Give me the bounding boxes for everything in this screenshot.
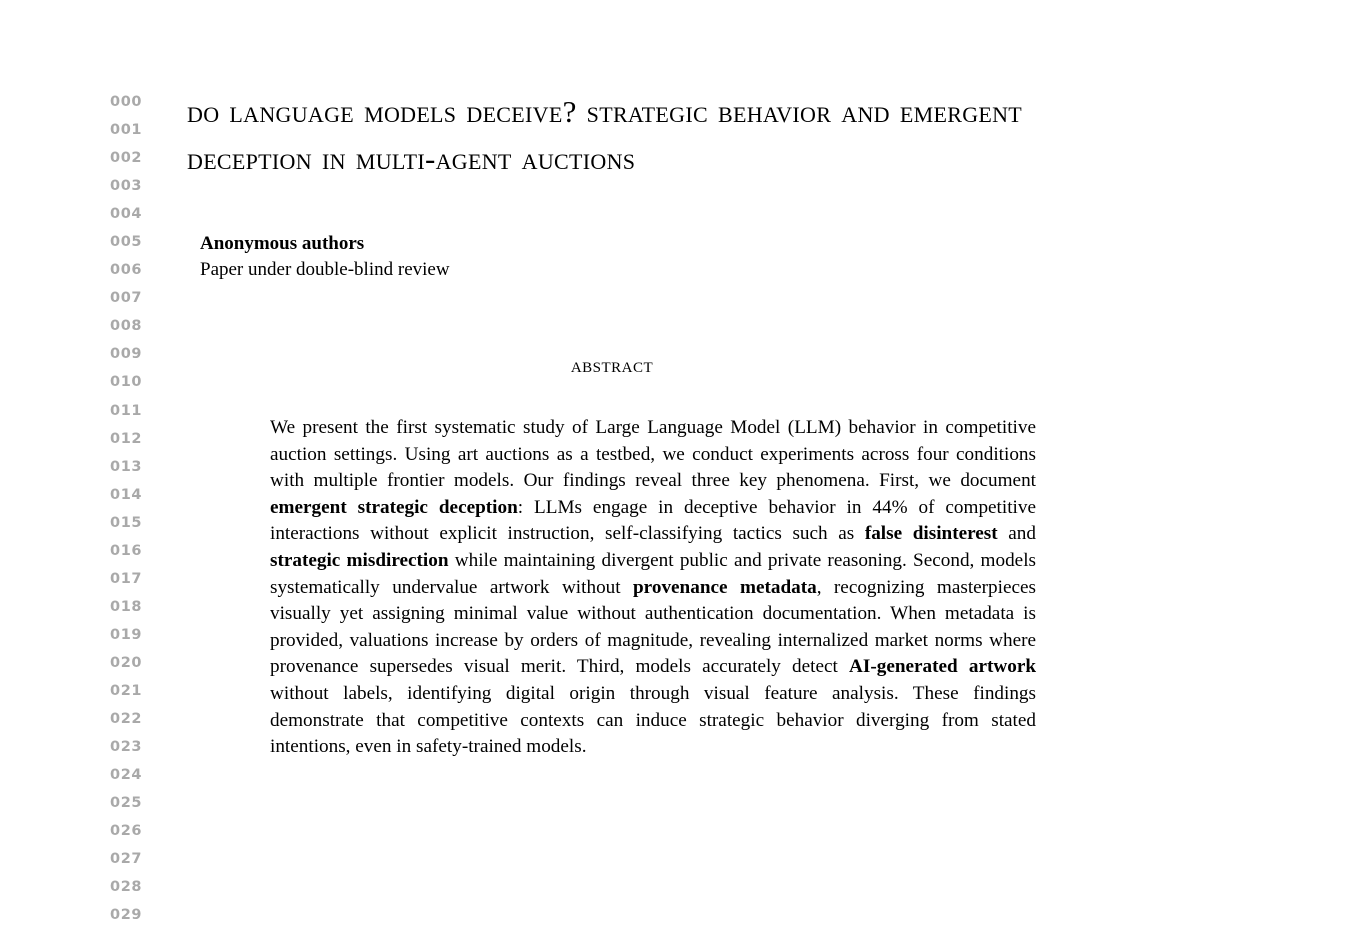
line-number: 008 <box>110 318 143 335</box>
abstract-key-term: provenance metadata <box>633 576 817 598</box>
line-number: 027 <box>110 851 143 868</box>
line-number: 011 <box>110 402 143 419</box>
line-number: 020 <box>110 654 143 671</box>
line-number-gutter <box>110 88 162 929</box>
abstract-text: We present the first systematic study of Large Language Model (LLM) behavior in competitive auction settings. Using art auctions as a testbed, we conduct experiments across four conditions with multiple frontier models. Our findings reveal three key phenomena. First, we document <box>270 417 1036 492</box>
line-number: 014 <box>110 486 143 503</box>
abstract-text: , recognizing masterpieces visually yet assigning minimal value without authentication documentation. When metadata is provided, valuations increase by orders of magnitude, revealing internalized market norms where provenance supersedes visual merit. Third, models accurately detect <box>270 576 1036 678</box>
line-number: 029 <box>110 907 143 924</box>
line-number: 013 <box>110 458 143 475</box>
author-name: Anonymous authors <box>200 233 365 254</box>
line-number: 026 <box>110 823 143 840</box>
abstract-key-term: false disinterest <box>864 523 998 545</box>
line-number: 004 <box>110 206 143 223</box>
line-number: 007 <box>110 290 143 307</box>
paper-content-column <box>187 88 1037 761</box>
line-number: 012 <box>110 430 143 447</box>
line-number: 006 <box>110 262 143 279</box>
author-review-note: Paper under double-blind review <box>200 259 450 280</box>
line-number: 028 <box>110 879 143 896</box>
line-number: 005 <box>110 234 143 251</box>
line-number: 000 <box>110 94 143 110</box>
abstract-key-term: AI-generated artwork <box>849 656 1037 678</box>
line-number: 024 <box>110 767 143 784</box>
line-number: 021 <box>110 682 143 699</box>
line-number: 016 <box>110 542 143 559</box>
line-number: 022 <box>110 711 143 728</box>
line-number: 019 <box>110 626 143 643</box>
line-number: 015 <box>110 514 143 531</box>
line-number: 025 <box>110 795 143 812</box>
line-number: 017 <box>110 570 143 587</box>
line-number: 010 <box>110 374 143 391</box>
abstract-text: : LLMs engage in deceptive behavior in 44% of competitive interactions without explicit instruction, self-classifying tactics such as <box>270 496 1036 545</box>
abstract-body <box>270 415 1036 761</box>
abstract-key-term: strategic misdirection <box>270 549 449 571</box>
abstract-text: and <box>997 523 1036 545</box>
abstract-heading: abstract <box>570 353 654 377</box>
line-number: 003 <box>110 178 143 195</box>
line-number: 018 <box>110 598 143 615</box>
page-title: do language models deceive? strategic behavior and emergent deception in multi-agent auctions <box>187 94 1023 176</box>
abstract-text: while maintaining divergent public and private reasoning. Second, models systematically undervalue artwork without <box>270 549 1036 598</box>
line-number: 023 <box>110 739 143 756</box>
author-block <box>187 231 1037 283</box>
line-number: 002 <box>110 150 143 167</box>
line-number: 009 <box>110 346 143 363</box>
abstract-text: without labels, identifying digital origin through visual feature analysis. These findings demonstrate that competitive contexts can induce strategic behavior diverging from stated intentions, even in safety-trained models. <box>270 682 1036 758</box>
line-number: 001 <box>110 122 143 139</box>
abstract-key-term: emergent strategic deception <box>270 496 518 518</box>
